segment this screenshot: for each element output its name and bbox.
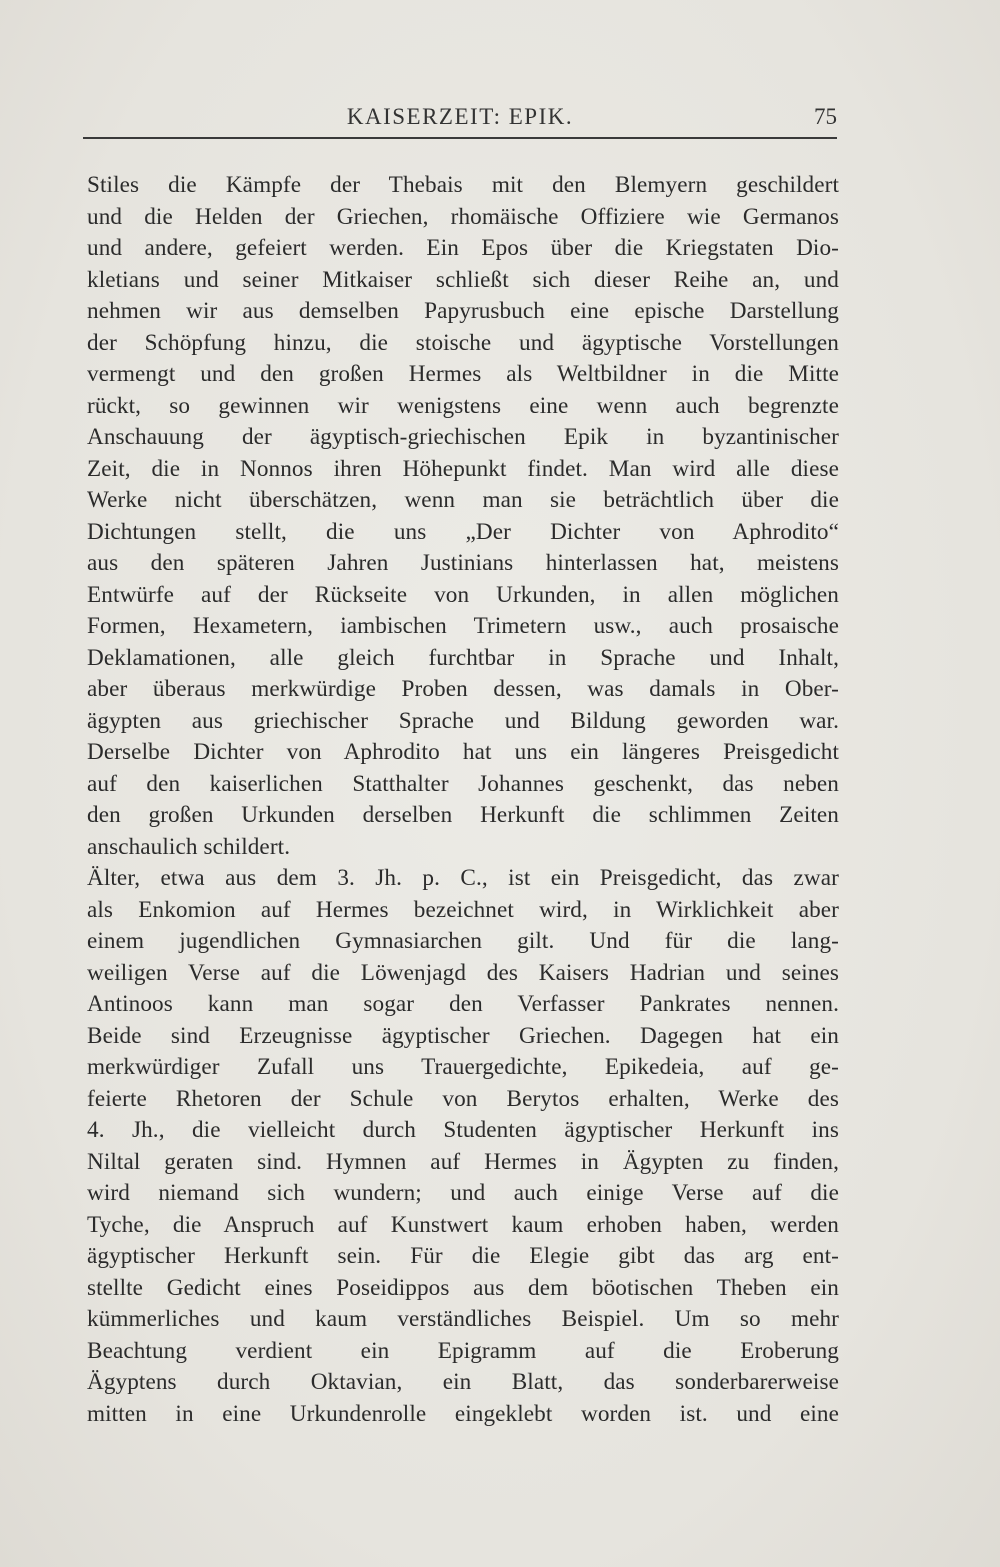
text-line: Antinoos kann man sogar den Verfasser Pankrates nennen. xyxy=(87,991,839,1017)
text-line: Beachtung verdient ein Epigramm auf die Eroberung xyxy=(87,1337,839,1364)
text-line: den großen Urkunden derselben Herkunft die schlimmen Zeiten xyxy=(87,802,839,828)
text-line: einem jugendlichen Gymnasiarchen gilt. Und für die lang- xyxy=(87,928,839,954)
text-line: feierte Rhetoren der Schule von Berytos erhalten, Werke des xyxy=(87,1085,839,1112)
text-line: stellte Gedicht eines Poseidippos aus dem böotischen Theben ein xyxy=(87,1274,839,1301)
header-rule xyxy=(83,137,837,139)
text-line: wird niemand sich wundern; und auch einige Verse auf die xyxy=(87,1180,839,1206)
chapter-title: KAISERZEIT: EPIK. xyxy=(346,104,574,129)
text-line: Beide sind Erzeugnisse ägyptischer Griechen. Dagegen hat ein xyxy=(87,1022,839,1049)
text-line: rückt, so gewinnen wir wenigstens eine wenn auch begrenzte xyxy=(87,392,839,419)
text-line: Ägyptens durch Oktavian, ein Blatt, das sonderbarerweise xyxy=(87,1369,839,1395)
text-line: Älter, etwa aus dem 3. Jh. p. C., ist ein Preisgedicht, das zwar xyxy=(87,865,839,891)
text-line: nehmen wir aus demselben Papyrusbuch eine epische Darstellung xyxy=(87,298,839,324)
text-line: Niltal geraten sind. Hymnen auf Hermes in Ägypten zu finden, xyxy=(87,1148,839,1175)
text-line: kletians und seiner Mitkaiser schließt sich dieser Reihe an, und xyxy=(87,266,839,293)
text-line: Entwürfe auf der Rückseite von Urkunden, in allen möglichen xyxy=(87,581,839,608)
text-line: auf den kaiserlichen Statthalter Johannes geschenkt, das neben xyxy=(87,770,839,797)
text-line: mitten in eine Urkundenrolle eingeklebt worden ist. und eine xyxy=(87,1400,839,1427)
page-number: 75 xyxy=(814,104,837,129)
text-line: Anschauung der ägyptisch-griechischen Epik in byzantinischer xyxy=(87,424,839,450)
text-line: kümmerliches und kaum verständliches Beispiel. Um so mehr xyxy=(87,1306,839,1332)
text-line: aber überaus merkwürdige Proben dessen, was damals in Ober- xyxy=(87,676,839,702)
text-line: der Schöpfung hinzu, die stoische und ägyptische Vorstellungen xyxy=(87,329,839,356)
text-line: ägyptischer Herkunft sein. Für die Elegie gibt das arg ent- xyxy=(87,1243,839,1269)
text-line: ägypten aus griechischer Sprache und Bildung geworden war. xyxy=(87,707,839,734)
text-line: Stiles die Kämpfe der Thebais mit den Blemyern geschildert xyxy=(87,172,839,198)
text-line: Werke nicht überschätzen, wenn man sie beträchtlich über die xyxy=(87,487,839,513)
text-line: Zeit, die in Nonnos ihren Höhepunkt findet. Man wird alle diese xyxy=(87,455,839,482)
running-head xyxy=(83,104,837,136)
text-line: merkwürdiger Zufall uns Trauergedichte, Epikedeia, auf ge- xyxy=(87,1054,839,1080)
text-line: Tyche, die Anspruch auf Kunstwert kaum erhoben haben, werden xyxy=(87,1211,839,1238)
body-text xyxy=(87,170,839,1430)
text-line: Deklamationen, alle gleich furchtbar in Sprache und Inhalt, xyxy=(87,644,839,671)
text-line: und andere, gefeiert werden. Ein Epos über die Kriegstaten Dio- xyxy=(87,235,839,261)
text-line: 4. Jh., die vielleicht durch Studenten ägyptischer Herkunft ins xyxy=(87,1117,839,1143)
text-line: als Enkomion auf Hermes bezeichnet wird, in Wirklichkeit aber xyxy=(87,896,839,923)
text-line: Dichtungen stellt, die uns „Der Dichter von Aphrodito“ xyxy=(87,518,839,545)
text-line: weiligen Verse auf die Löwenjagd des Kaisers Hadrian und seines xyxy=(87,959,839,986)
text-line: vermengt und den großen Hermes als Weltbildner in die Mitte xyxy=(87,361,839,387)
text-line: aus den späteren Jahren Justinians hinterlassen hat, meistens xyxy=(87,550,839,576)
text-line: anschaulich schildert. xyxy=(87,833,291,860)
text-line: Derselbe Dichter von Aphrodito hat uns ein längeres Preisgedicht xyxy=(87,739,839,765)
text-line: Formen, Hexametern, iambischen Trimetern usw., auch prosaische xyxy=(87,613,839,639)
text-line: und die Helden der Griechen, rhomäische Offiziere wie Germanos xyxy=(87,203,839,230)
